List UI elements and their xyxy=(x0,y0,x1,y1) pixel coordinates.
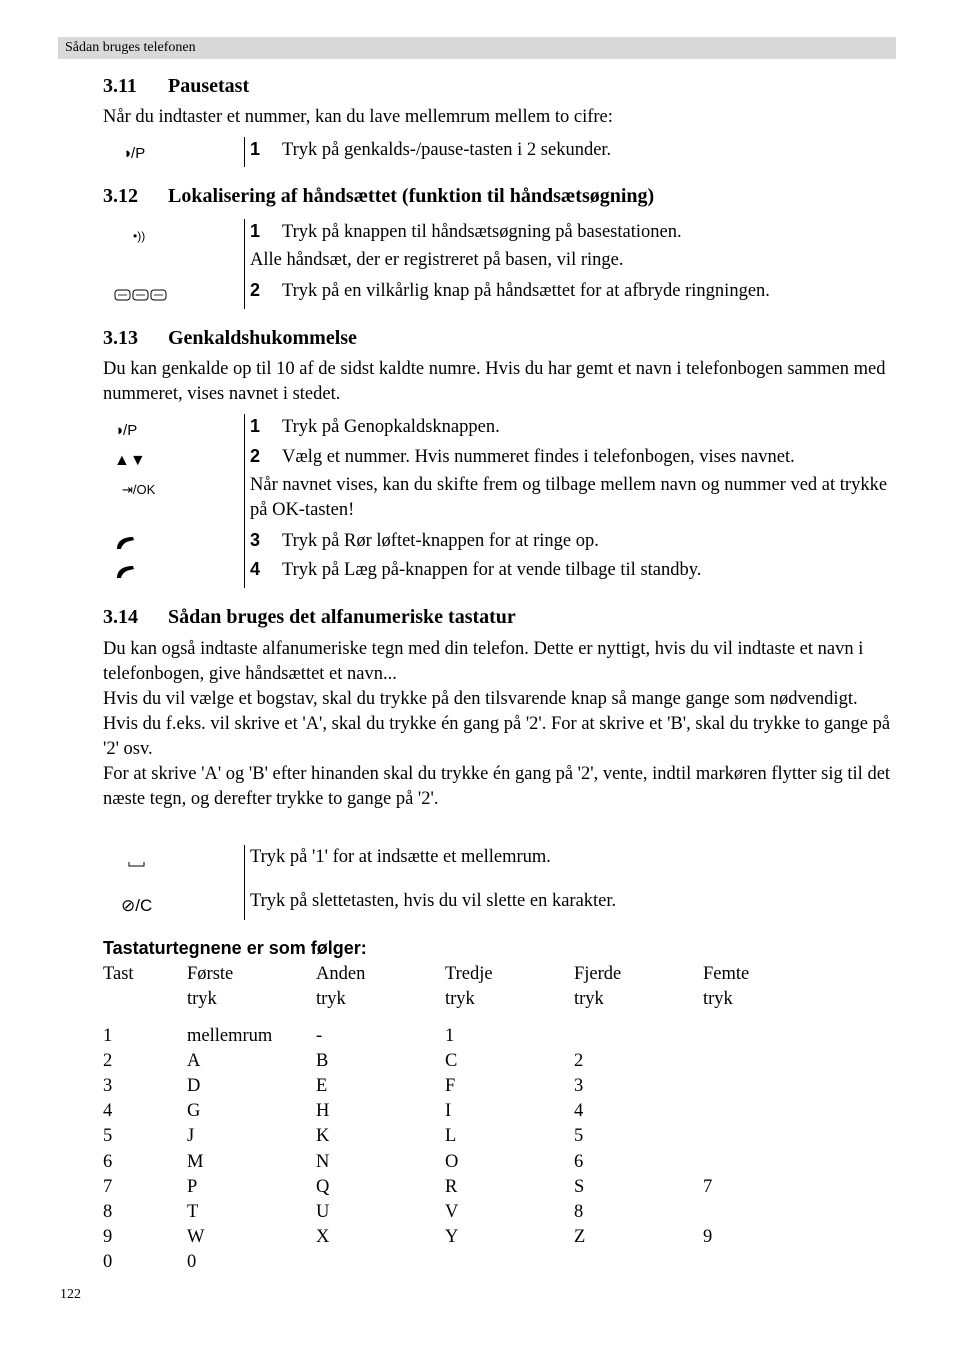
running-header xyxy=(58,37,896,59)
table-cell: L xyxy=(445,1126,457,1147)
step-note: Tryk på '1' for at indsætte et mellemrum. xyxy=(250,847,551,867)
table-cell: M xyxy=(187,1151,204,1172)
table-cell: 2 xyxy=(103,1051,113,1072)
step-item: 2 Vælg et nummer. Hvis nummeret findes i telefonbogen, vises navnet. xyxy=(250,446,795,467)
table-cell: N xyxy=(316,1151,330,1172)
step-item: 1 Tryk på genkalds-/pause-tasten i 2 sekunder. xyxy=(250,139,612,160)
keys-icon xyxy=(114,288,168,302)
step-divider xyxy=(244,137,245,167)
menu-ok-icon: ⇥/OK xyxy=(122,482,156,497)
table-cell: W xyxy=(187,1226,205,1247)
table-title: Tastaturtegnene er som følger: xyxy=(103,938,367,958)
table-cell: 0 xyxy=(103,1251,113,1272)
step-divider xyxy=(244,219,245,309)
table-header-cell: tryk xyxy=(187,989,217,1009)
section-title-3-11: 3.11 Pausetast xyxy=(103,75,250,97)
page-number: 122 xyxy=(60,1287,81,1302)
table-header-cell: Tredje xyxy=(445,964,493,984)
table-cell: 0 xyxy=(187,1251,197,1272)
table-cell: 1 xyxy=(445,1026,455,1046)
table-cell: U xyxy=(316,1201,330,1222)
table-cell: 7 xyxy=(703,1176,713,1197)
table-header-cell: tryk xyxy=(445,989,475,1009)
table-cell: A xyxy=(187,1051,201,1072)
table-cell: 4 xyxy=(103,1101,113,1122)
section-title-3-14: 3.14 Sådan bruges det alfanumeriske tastatur xyxy=(103,606,516,628)
redial-pause-icon: ◑/P xyxy=(122,145,146,162)
table-cell: 1 xyxy=(103,1026,113,1046)
table-cell: 5 xyxy=(574,1126,584,1147)
table-cell: I xyxy=(445,1101,452,1122)
step-item: 2 Tryk på en vilkårlig knap på håndsættet for at afbryde ringningen. xyxy=(250,280,770,301)
running-header-title: Sådan bruges telefonen xyxy=(65,40,196,55)
section-title-3-13: 3.13 Genkaldshukommelse xyxy=(103,327,357,349)
step-item: 1 Tryk på knappen til håndsætsøgning på basestationen. xyxy=(250,221,682,242)
table-cell: J xyxy=(187,1126,195,1147)
table-header-cell: tryk xyxy=(574,989,604,1009)
space-icon xyxy=(127,860,147,868)
table-cell: G xyxy=(187,1101,201,1122)
table-cell: Z xyxy=(574,1226,586,1247)
table-header-cell: Femte xyxy=(703,964,750,984)
table-cell: 4 xyxy=(574,1101,584,1122)
handset-icon xyxy=(114,564,136,580)
table-cell: S xyxy=(574,1176,585,1197)
section-intro: Du kan genkalde op til 10 af de sidst kaldte numre. Hvis du har gemt et navn i telefonbogen sammen med nummeret, vises navnet i stedet. xyxy=(103,359,886,404)
table-cell: 3 xyxy=(103,1076,113,1097)
table-cell: F xyxy=(445,1076,456,1097)
table-header-cell: Tast xyxy=(103,964,134,984)
table-cell: - xyxy=(316,1026,323,1046)
redial-pause-icon: ◑/P xyxy=(114,422,138,439)
step-note: Når navnet vises, kan du skifte frem og tilbage mellem navn og nummer ved at trykke på OK-tasten! xyxy=(250,475,888,520)
table-cell: C xyxy=(445,1051,458,1072)
table-header-cell: tryk xyxy=(316,989,346,1009)
step-item: 4 Tryk på Læg på-knappen for at vende tilbage til standby. xyxy=(250,559,702,580)
step-divider xyxy=(244,414,245,588)
table-cell: B xyxy=(316,1051,329,1072)
table-cell: T xyxy=(187,1201,199,1222)
table-header-cell: Fjerde xyxy=(574,964,622,984)
table-header-cell: Anden xyxy=(316,964,366,984)
section-paragraph: Du kan også indtaste alfanumeriske tegn med din telefon. Dette er nyttigt, hvis du vil indtaste et navn i telefonbogen, give håndsættet et navn... Hvis du vil vælge et bogstav, skal du trykke på den tilsvarende knap så mange gange som nødvendigt. Hvis du f.eks. vil skrive et 'A', skal du trykke én gang på '2'. For at skrive et 'B', skal du trykke to gange på '2' osv. For at skrive 'A' og 'B' efter hinanden skal du trykke én gang på '2', vente, indtil markøren flytter sig til det næste tegn, og derefter trykke to gange på '2'. xyxy=(103,639,891,809)
table-cell: O xyxy=(445,1151,459,1172)
section-title-3-12: 3.12 Lokalisering af håndsættet (funktion til håndsætsøgning) xyxy=(103,185,655,207)
mute-clear-icon: ⊘/C xyxy=(121,896,153,915)
table-cell: V xyxy=(445,1201,459,1222)
paging-icon: •)) xyxy=(133,229,146,243)
table-cell: 2 xyxy=(574,1051,584,1072)
section-intro: Når du indtaster et nummer, kan du lave mellemrum mellem to cifre: xyxy=(103,107,613,127)
table-cell: 9 xyxy=(703,1226,713,1247)
table-cell: 3 xyxy=(574,1076,584,1097)
table-cell: Y xyxy=(445,1226,459,1247)
up-down-arrows-icon: ▲▼ xyxy=(114,452,146,469)
table-cell: E xyxy=(316,1076,328,1097)
table-header-cell: tryk xyxy=(703,989,733,1009)
table-cell: K xyxy=(316,1126,330,1147)
table-cell: 7 xyxy=(103,1176,113,1197)
table-cell: 8 xyxy=(574,1201,584,1222)
table-cell: 5 xyxy=(103,1126,113,1147)
step-item: 1 Tryk på Genopkaldsknappen. xyxy=(250,416,500,437)
step-note: Tryk på slettetasten, hvis du vil slette en karakter. xyxy=(250,891,617,911)
table-cell: 6 xyxy=(574,1151,584,1172)
step-item: 3 Tryk på Rør løftet-knappen for at ringe op. xyxy=(250,530,599,551)
table-cell: Q xyxy=(316,1176,330,1197)
table-cell: X xyxy=(316,1226,330,1247)
table-cell: mellemrum xyxy=(187,1026,273,1046)
table-header-cell: Første xyxy=(187,964,234,984)
table-cell: R xyxy=(445,1176,458,1197)
step-divider xyxy=(244,845,245,920)
table-cell: P xyxy=(187,1176,198,1197)
handset-icon xyxy=(114,535,136,551)
step-note: Alle håndsæt, der er registreret på basen, vil ringe. xyxy=(250,250,624,270)
table-cell: D xyxy=(187,1076,201,1097)
table-cell: 8 xyxy=(103,1201,113,1222)
table-cell: H xyxy=(316,1101,330,1122)
table-cell: 6 xyxy=(103,1151,113,1172)
table-cell: 9 xyxy=(103,1226,113,1247)
